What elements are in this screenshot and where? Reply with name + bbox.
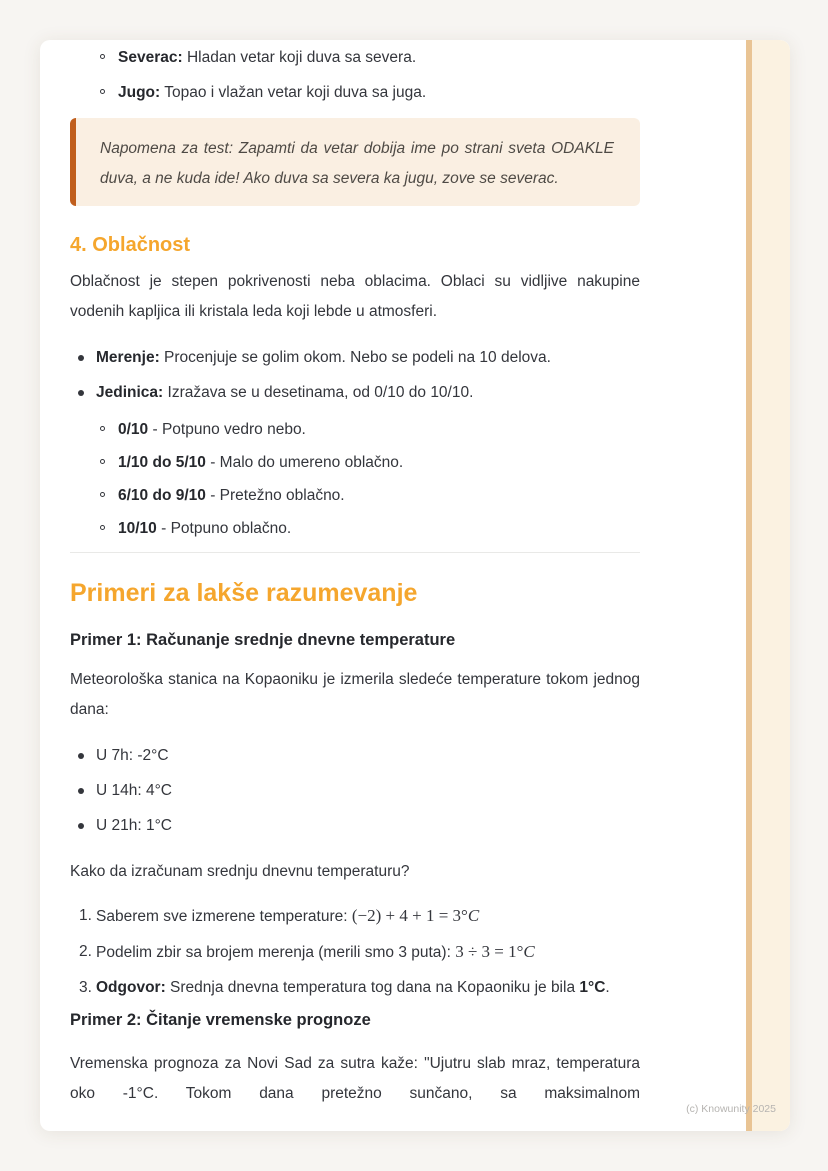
list-item-text: U 14h: 4°C	[96, 782, 172, 799]
example2-heading: Primer 2: Čitanje vremenske prognoze	[70, 1011, 371, 1029]
example1-question: Kako da izračunam srednju dnevnu temperaturu?	[70, 863, 410, 880]
list-item-text: - Potpuno oblačno.	[156, 520, 292, 537]
math-formula: 3 ÷ 3 = 1°C	[455, 942, 535, 961]
list-item	[70, 343, 640, 373]
list-item-text: Procenjuje se golim okom. Nebo se podeli na 10 delova.	[159, 349, 551, 366]
section-divider	[70, 552, 640, 553]
disc-bullet-icon	[78, 788, 84, 794]
disc-bullet-icon	[78, 390, 84, 396]
document-card	[40, 40, 790, 1131]
list-item	[70, 811, 640, 841]
circle-bullet-icon	[100, 54, 105, 59]
step-item	[70, 937, 640, 968]
list-item	[96, 481, 640, 511]
cloudiness-list	[70, 343, 640, 544]
list-item	[70, 78, 640, 108]
step-text: Saberem sve izmerene temperature:	[96, 908, 352, 925]
list-item-text: U 7h: -2°C	[96, 747, 169, 764]
copyright-watermark: (c) Knowunity 2025	[686, 1103, 776, 1115]
list-item-text: U 21h: 1°C	[96, 817, 172, 834]
example2-intro: Vremenska prognoza za Novi Sad za sutra kaže: "Ujutru slab mraz, temperatura oko -1°C. Tokom dana pretežno sunčano, sa maksimalnom	[70, 1055, 640, 1102]
examples-heading: Primeri za lakše razumevanje	[70, 579, 418, 607]
section-heading-oblacnost: 4. Oblačnost	[70, 234, 191, 256]
list-item-term: Jedinica:	[96, 384, 164, 401]
disc-bullet-icon	[78, 753, 84, 759]
step-text: Srednja dnevna temperatura tog dana na Kopaoniku je bila	[165, 979, 580, 996]
list-item-term: 6/10 do 9/10	[118, 487, 206, 504]
section-intro: Oblačnost je stepen pokrivenosti neba oblacima. Oblaci su vidljive nakupine vodenih kapljica ili kristala leda koji lebde u atmosferi.	[70, 273, 640, 320]
list-item-term: Merenje:	[96, 349, 160, 366]
list-item	[96, 448, 640, 478]
list-item-text: - Malo do umereno oblačno.	[205, 454, 404, 471]
step-answer-value: 1°C	[579, 979, 606, 996]
wind-types-list	[70, 43, 640, 108]
note-text: Napomena za test: Zapamti da vetar dobija ime po strani sveta ODAKLE duva, a ne kuda ide! Ako duva sa severa ka jugu, zove se severac.	[100, 140, 614, 187]
list-item-term: Severac:	[118, 49, 183, 66]
example1-intro: Meteorološka stanica na Kopaoniku je izmerila sledeće temperature tokom jednog dana:	[70, 671, 640, 718]
page-edge-stripe	[746, 40, 790, 1131]
step-text: Podelim zbir sa brojem merenja (merili smo 3 puta):	[96, 944, 456, 961]
list-item-text: Izražava se u desetinama, od 0/10 do 10/10.	[163, 384, 474, 401]
list-item	[70, 776, 640, 806]
note-callout	[70, 118, 640, 206]
disc-bullet-icon	[78, 355, 84, 361]
list-item	[70, 378, 640, 544]
list-item-term: 10/10	[118, 520, 157, 537]
step-term: Odgovor:	[96, 979, 166, 996]
circle-bullet-icon	[100, 89, 105, 94]
circle-bullet-icon	[100, 459, 105, 464]
step-item	[70, 901, 640, 932]
list-item-text: Topao i vlažan vetar koji duva sa juga.	[160, 84, 427, 101]
circle-bullet-icon	[100, 525, 105, 530]
circle-bullet-icon	[100, 492, 105, 497]
list-item	[96, 415, 640, 445]
step-item: 3. Odgovor: Srednja dnevna temperatura tog dana na Kopaoniku je bila 1°C.	[70, 973, 640, 1003]
calculation-steps	[70, 901, 640, 1003]
list-item-text: - Potpuno vedro nebo.	[148, 421, 306, 438]
disc-bullet-icon	[78, 823, 84, 829]
math-formula: (−2) + 4 + 1 = 3°C	[351, 906, 480, 925]
list-item-term: 1/10 do 5/10	[118, 454, 206, 471]
step-number: 2.	[79, 943, 92, 960]
example1-heading: Primer 1: Računanje srednje dnevne temperature	[70, 631, 456, 649]
list-item-term: Jugo:	[118, 84, 161, 101]
step-number: 1.	[79, 907, 92, 924]
list-item-term: 0/10	[118, 421, 149, 438]
list-item-text: Hladan vetar koji duva sa severa.	[182, 49, 417, 66]
step-number: 3.	[79, 979, 92, 996]
list-item	[70, 43, 640, 73]
list-item	[96, 514, 640, 544]
document-content	[70, 40, 640, 1109]
circle-bullet-icon	[100, 426, 105, 431]
cloudiness-scale-list	[96, 415, 640, 544]
list-item-text: - Pretežno oblačno.	[205, 487, 345, 504]
temperature-list	[70, 741, 640, 841]
list-item	[70, 741, 640, 771]
